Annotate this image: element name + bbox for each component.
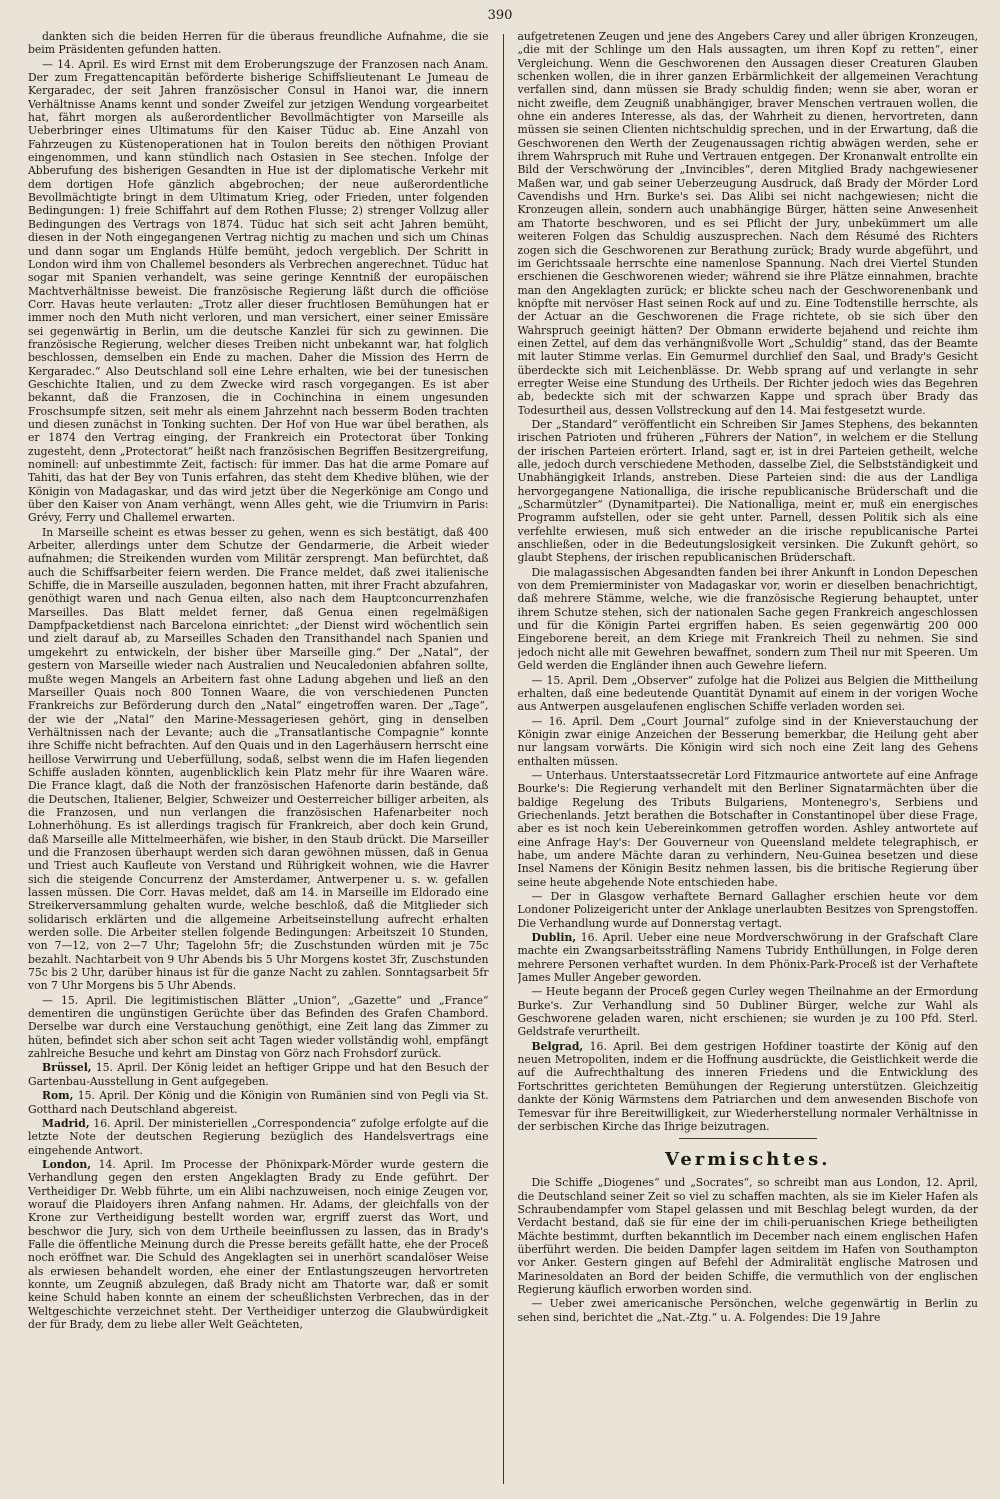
article-paragraph [518,1176,979,1296]
article-paragraph [28,994,489,1061]
article-text: — Der in Glasgow verhaftete Bernard Gallagher erschien heute vor dem Londoner Polizeigericht unter der Anklage unerlaubten Besitzes von Sprengstoffen. Die Verhandlung wurde auf Donnerstag vertagt. [517,890,978,930]
article-paragraph [518,1040,979,1133]
page-number: 390 [487,8,513,23]
vermischtes-heading: Vermischtes. [665,1149,831,1171]
article-paragraph [28,30,489,57]
article-paragraph [518,30,979,417]
article-paragraph [28,1089,489,1116]
article-paragraph [518,674,979,714]
article-text: 14. April. Im Processe der Phönixpark-Mörder wurde gestern die Verhandlung gegen den ersten Angeklagten Brady zu Ende geführt. Der Vertheidiger Dr. Webb führte, um ein Alibi nachzuweisen, noch einige Zeugen vor, worauf die Plaidoyers ihren Anfang nahmen. Hr. Adams, der gleichfalls von der Krone zur Vertheidigung bestellt worden war, ergriff zuerst das Wort, und beschwor die Jury, sich von dem Urtheile beeinflussen zu lassen, das in Brady's Falle die öffentliche Meinung durch die Presse bereits gefällt hatte, ehe der Proceß noch eröffnet war. Die Schuld des Angeklagten sei in unerhört scandalöser Weise als erwiesen behandelt worden, ehe einer der Entlastungszeugen hervortreten konnte, um Zeugniß abzulegen, daß Brady nicht am Thatorte war, daß er somit keine Schuld haben konnte an einem der scheußlichsten Verbrechen, das in der Weltgeschichte verzeichnet steht. Der Vertheidiger unterzog die Glaubwürdigkeit der für Brady, dem zu liebe aller Welt Geächteten, [28,1157,489,1331]
article-text: dankten sich die beiden Herren für die überaus freundliche Aufnahme, die sie beim Präsidenten gefunden hatten. [28,30,489,57]
right-articles [518,30,979,1133]
article-text: Der „Standard“ veröffentlicht ein Schreiben Sir James Stephens, des bekannten irischen Patrioten und früheren „Führers der Nation“, in welchem er die Stellung der irischen Parteien erörtert. Irland, sagt er, ist in drei Parteien getheilt, welche alle, jedoch durch verschiedene Methoden, dasselbe Ziel, die Selbstständigkeit und Unabhängigkeit Irlands, anstreben. Diese Parteien sind: die aus der Landliga hervorgegangene Nationalliga, die irische republicanische Brüderschaft und die „Scharmützler“ (Dynamitpartei). Die Nationalliga, meint er, muß ein energisches Programm aufstellen, oder sie geht unter. Parnell, dessen Politik sich als eine verfehlte erwiesen, muß sich entweder an die irische republicanische Partei anschließen, oder in die Bedeutungslosigkeit versinken. Die Zukunft gehört, so glaubt Stephens, der irischen republicanischen Brüderschaft. [517,417,978,565]
column-rule [503,34,504,1484]
article-text: — 15. April. Dem „Observer“ zufolge hat die Polizei aus Belgien die Mittheilung erhalten, daß eine bedeutende Quantität Dynamit auf einem in der vorigen Woche aus Antwerpen ausgelaufenen englischen Schiffe verladen worden sei. [517,673,978,714]
dateline: Rom, [42,1089,74,1103]
article-text: 15. April. Der König leidet an heftiger Grippe und hat den Besuch der Gartenbau-Ausstellung in Gent aufgegeben. [28,1061,489,1088]
section-divider [679,1138,817,1139]
article-text: 16. April. Ueber eine neue Mordverschwörung in der Grafschaft Clare machte ein Zwangsarbeitssträfling Namens Tubridy Enthüllungen, in Folge deren mehrere Personen verhaftet wurden. In dem Phönix-Park-Proceß ist der Verhaftete James Muller Angeber geworden. [517,931,978,985]
article-paragraph [28,526,489,993]
article-paragraph [518,931,979,984]
columns [28,30,978,1490]
article-text: — 16. April. Dem „Court Journal“ zufolge sind in der Knieverstauchung der Königin zwar einige Anzeichen der Besserung bemerkbar, die Heilung geht aber nur langsam vorwärts. Die Königin wird sich noch eine Zeit lang des Gehens enthalten müssen. [517,714,978,768]
article-text: Die malagassischen Abgesandten fanden bei ihrer Ankunft in London Depeschen von dem Premierminister von Madagaskar vor, worin er dieselben benachrichtigt, daß mehrere Stämme, welche, wie die französische Regierung behauptet, unter ihrem Schutze stehen, sich der nationalen Sache gegen Frankreich angeschlossen und für die Königin Partei ergriffen haben. Es seien gegenwärtig 200 000 Eingeborene bereit, an dem Kriege mit Frankreich Theil zu nehmen. Sie sind jedoch nicht alle mit Gewehren bewaffnet, sondern zum Theil nur mit Speeren. Um Geld werden die Engländer ihnen auch Gewehre liefern. [517,565,978,673]
article-paragraph [28,58,489,525]
article-paragraph [28,1061,489,1088]
article-paragraph [518,985,979,1038]
article-paragraph [518,715,979,768]
article-text: — Ueber zwei americanische Persönchen, welche gegenwärtig in Berlin zu sehen sind, berichtet die „Nat.-Ztg.“ u. A. Folgendes: Die 19 Jahre [517,1297,978,1324]
article-text: 16. April. Bei dem gestrigen Hofdiner toastirte der König auf den neuen Metropoliten, indem er die Hoffnung ausdrückte, die Geistlichkeit werde die auf die Aufrechthaltung des inneren Friedens und die Entwicklung des Fortschrittes gerichteten Bemühungen der Regierung unterstützen. Gleichzeitig dankte der König Wärmstens dem Patriarchen und dem anwesenden Bischofe von Temesvar für ihre Bereitwilligkeit, zur Wiederherstellung normaler Verhältnisse in der serbischen Kirche das Ihrige beizutragen. [517,1039,978,1133]
article-paragraph [518,1297,979,1324]
article-text: — 15. April. Die legitimistischen Blätter „Union“, „Gazette“ und „France“ dementiren die ungünstigen Gerüchte über das Befinden des Grafen Chambord. Derselbe war durch eine Verstauchung genöthigt, eine Zeit lang das Zimmer zu hüten, befindet sich aber schon seit acht Tagen wieder vollständig wohl, empfängt zahlreiche Besuche und kehrt am Dinstag von Görz nach Frohsdorf zurück. [28,993,489,1061]
article-text: — Heute begann der Proceß gegen Curley wegen Theilnahme an der Ermordung Burke's. Zur Verhandlung sind 50 Dubliner Bürger, welche zur Wahl als Geschworene geladen waren, nicht erschienen; sie wurden je zu 100 Pfd. Sterl. Geldstrafe verurtheilt. [517,985,978,1039]
article-paragraph [518,566,979,673]
article-text: Die Schiffe „Diogenes“ und „Socrates“, so schreibt man aus London, 12. April, die Deutschland seiner Zeit so viel zu schaffen machten, als sie im Kieler Hafen als Schraubendampfer vom Stapel gelassen und mit Beschlag belegt wurden, da der Verdacht bestand, daß sie für eine der im chili-peruanischen Kriege betheiligten Mächte bestimmt, durften bekanntlich im December nach einem englischen Hafen überführt werden. Die beiden Dampfer lagen seitdem im Hafen von Southampton vor Anker. Gestern gingen auf Befehl der Admiralität englische Matrosen und Marinesoldaten an Bord der beiden Schiffe, die vermuthlich von der englischen Regierung käuflich erworben worden sind. [517,1176,978,1296]
article-paragraph [28,1117,489,1157]
article-text: — Unterhaus. Unterstaatssecretär Lord Fitzmaurice antwortete auf eine Anfrage Bourke's: Die Regierung verhandelt mit den Berliner Signatarmächten über die baldige Regelung des Tributs Bulgariens, Montenegro's, Serbiens und Griechenlands. Jetzt berathen die Botschafter in Constantinopel über diese Frage, aber es ist noch kein Uebereinkommen getroffen worden. Ashley antwortete auf eine Anfrage Hay's: Der Gouverneur von Queensland meldete telegraphisch, er habe, um andere Mächte daran zu verhindern, Neu-Guinea besetzen und diese Insel Namens der Königin Besitz nehmen lassen, bis die britische Regierung über seine heute abgehende Note entschieden habe. [517,768,978,889]
article-text: aufgetretenen Zeugen und jene des Angebers Carey und aller übrigen Kronzeugen, „die mit der Schlinge um den Hals aussagten, um ihren Kopf zu retten“, einer Vergleichung. Wenn die Geschworenen den Aussagen dieser Creaturen Glauben schenken wollen, die in ihrer ganzen Erbärmlichkeit der allgemeinen Verachtung verfallen sind, dann müssen sie Brady schuldig finden; wenn sie aber, woran er nicht zweifle, dem Zeugniß unabhängiger, braver Menschen vertrauen wollen, die ohne ein anderes Interesse, als das, der Wahrheit zu dienen, hervortreten, dann müssen sie seinen Clienten nichtschuldig sprechen, und in der Erwartung, daß die Geschworenen den Werth der Zeugenaussagen richtig abwägen werden, sehe er ihrem Wahrspruch mit Ruhe und Vertrauen entgegen. Der Kronanwalt entrollte ein Bild der Verschwörung der „Invincibles“, deren Mitglied Brady nachgewiesener Maßen war, und gab seiner Ueberzeugung Ausdruck, daß Brady der Mörder Lord Cavendishs und Hrn. Burke's sei. Das Alibi sei nicht nachgewiesen; nicht die Kronzeugen allein, sondern auch unabhängige Bürger, hätten seine Anwesenheit am Thatorte beschworen, und es sei Pflicht der Jury, unbekümmert um alle weiteren Folgen das Schuldig auszusprechen. Nach dem Résumé des Richters zogen sich die Geschworenen zur Berathung zurück; Brady wurde abgeführt, und im Gerichtssaale herrschte eine namenlose Spannung. Nach drei Viertel Stunden erschienen die Geschworenen wieder; während sie ihre Plätze einnahmen, brachte man den Angeklagten zurück; er blickte scheu nach der Geschworenenbank und knöpfte mit nervöser Hast seinen Rock auf und zu. Eine Todtenstille herrschte, als der Actuar an die Geschworenen die Frage richtete, ob sie sich über den Wahrspruch geeinigt hätten? Der Obmann erwiderte bejahend und reichte ihm einen Zettel, auf dem das verhängnißvolle Wort „Schuldig“ stand, das der Beamte mit lauter Stimme verlas. Ein Gemurmel durchlief den Saal, und Brady's Gesicht überdeckte sich mit Leichenblässe. Dr. Webb sprang auf und verlangte in sehr erregter Weise eine Stundung des Urtheils. Der Richter jedoch wies das Begehren ab, bedeckte sich mit der schwarzen Kappe und sprach über Brady das Todesurtheil aus, dessen Vollstreckung auf den 14. Mai festgesetzt wurde. [517,30,978,417]
article-text: — 14. April. Es wird Ernst mit dem Eroberungszuge der Franzosen nach Anam. Der zum Fregattencapitän beförderte bisherige Schiffslieutenant Le Jumeau de Kergaradec, der seit Jahren französischer Consul in Hanoi war, die innern Verhältnisse Anams kennt und sonder Zweifel zur jetzigen Wendung vorgearbeitet hat, fährt morgen als außerordentlicher Bevollmächtigter von Marseille als Ueberbringer eines Ultimatums für den Kaiser Tüduc ab. Eine Anzahl von Fahrzeugen zu Küstenoperationen hat in Toulon bereits den nöthigen Proviant eingenommen, und kann stündlich nach Ostasien in See stechen. Infolge der Abberufung des bisherigen Gesandten in Hue ist der diplomatische Verkehr mit dem dortigen Hofe gänzlich abgebrochen; der neue außerordentliche Bevollmächtigte bringt in dem Ultimatum Krieg, oder Frieden, unter folgenden Bedingungen: 1) freie Schiffahrt auf dem Rothen Flusse; 2) strenger Vollzug aller Bedingungen des Vertrags von 1874. Tüduc hat sich seit acht Jahren bemüht, diesen in der Noth eingegangenen Vertrag nichtig zu machen und sich um Chinas und dann sogar um Englands Hülfe bemüht, jedoch vergeblich. Der Schritt in London wird ihm von Challemel besonders als Verbrechen angerechnet. Tüduc hat sogar mit Spanien verhandelt, was seine geringe Kenntniß der europäischen Machtverhältnisse beweist. Die französische Regierung läßt durch die officiöse Corr. Havas heute verlauten: „Trotz aller dieser fruchtlosen Bemühungen hat er immer noch den Muth nicht verloren, und man versichert, einer seiner Emissäre sei gegenwärtig in Berlin, um die deutsche Kanzlei für sich zu gewinnen. Die französische Regierung, welcher dieses Treiben nicht unbekannt war, hat folglich beschlossen, demselben ein Ende zu machen. Daher die Mission des Herrn de Kergaradec.“ Also Deutschland soll eine Lehre erhalten, wie bei der tunesischen Geschichte Italien, und zu dem Zwecke wird rasch vorgegangen. Es ist aber bekannt, daß die Franzosen, die in Cochinchina in einem ungesunden Froschsumpfe sitzen, seit mehr als einem Jahrzehnt nach besserm Boden trachten und diesen zunächst in Tonking suchten. Der Hof von Hue war übel berathen, als er 1874 den Vertrag einging, der Frankreich ein Protectorat über Tonking zugesteht, denn „Protectorat“ heißt nach französischen Begriffen Besitzergreifung, nominell: auf unbestimmte Zeit, factisch: für immer. Das hat die arme Pomare auf Tahiti, das hat der Bey von Tunis erfahren, das steht dem Khedive blühen, wie der Königin von Madagaskar, und das wird jetzt über die Negerkönige am Congo und über den Kaiser von Anam verhängt, wenn Alles geht, wie die Triumvirn in Paris: Grévy, Ferry und Challemel erwarten. [28,57,489,525]
left-column [28,30,489,1490]
right-column [518,30,979,1490]
article-text: In Marseille scheint es etwas besser zu gehen, wenn es sich bestätigt, daß 400 Arbeiter, allerdings unter dem Schutze der Gendarmerie, die Arbeit wieder aufnahmen; die Streikenden wurden vom Militär zersprengt. Man befürchtet, daß auch die Schiffsarbeiter feiern werden. Die France meldet, daß zwei italienische Schiffe, die in Marseille auszuladen, begonnen hatten, mit ihrer Fracht abzufahren, genöthigt waren und nach Genua eilten, also nach dem Hauptconcurrenzhafen Marseilles. Das Blatt meldet ferner, daß Genua einen regelmäßigen Dampfpacketdienst nach Barcelona einrichtet: „der Dienst wird wöchentlich sein und zielt darauf ab, zu Marseilles Schaden den Transithandel nach Spanien und umgekehrt zu entwickeln, der bisher über Marseille ging.“ Der „Natal“, der gestern von Marseille wieder nach Australien und Neucaledonien abfahren sollte, mußte wegen Mangels an Arbeitern fast ohne Ladung abgehen und ließ an den Marseiller Quais noch 800 Tonnen Waare, die von verschiedenen Puncten Frankreichs zur Beförderung durch den „Natal“ eingetroffen waren. Der „Tage“, der wie der „Natal“ den Marine-Messageriesen gehört, ging in denselben Verhältnissen nach der Levante; auch die „Transatlantische Compagnie“ konnte ihre Schiffe nicht befrachten. Auf den Quais und in den Lagerhäusern herrscht eine heillose Verwirrung und Ueberfüllung, sodaß, selbst wenn die im Hafen liegenden Schiffe ausladen könnten, augenblicklich kein Platz mehr für ihre Waaren wäre. Die France klagt, daß die Noth der französischen Hafenorte darin bestände, daß die Deutschen, Italiener, Belgier, Schweizer und Oesterreicher billiger arbeiten, als die Franzosen, und nun verlangen die französischen Hafenarbeiter noch Lohnerhöhung. Es ist allerdings tragisch für Frankreich, aber doch kein Grund, daß Marseille alle Mittelmeerhäfen, wie bisher, in den Staub drückt. Die Marseiller und die Franzosen überhaupt werden sich daran gewöhnen müssen, daß in Genua und Triest auch Kaufleute von Verstand und Rührigkeit wohnen, wie die Havrer sich die steigende Concurrenz der Amsterdamer, Antwerpener u. s. w. gefallen lassen müssen. Die Corr. Havas meldet, daß am 14. in Marseille im Eldorado eine Streikerversammlung gehalten wurde, welche beschloß, daß die Mitglieder sich solidarisch erklärten und die allgemeine Arbeitseinstellung aufrecht erhalten werden solle. Die Arbeiter stellen folgende Bedingungen: Arbeitszeit 10 Stunden, von 7—12, von 2—7 Uhr; Tagelohn 5fr; die Zuschstunden würden mit je 75c bezahlt. Nachtarbeit von 9 Uhr Abends bis 5 Uhr Morgens kostet 3fr, Zuschstunden 75c bis 2 Uhr, darüber hinaus ist für die ganze Nacht zu zahlen. Sonntagsarbeit 5fr von 7 Uhr Morgens bis 5 Uhr Abends. [28,525,489,993]
dateline: London, [42,1157,92,1171]
dateline: Dublin, [531,931,577,945]
article-text: 15. April. Der König und die Königin von Rumänien sind von Pegli via St. Gotthard nach Deutschland abgereist. [28,1089,489,1116]
article-paragraph [518,769,979,889]
article-paragraph [28,1158,489,1331]
article-text: 16. April. Der ministeriellen „Correspondencia“ zufolge erfolgte auf die letzte Note der deutschen Regierung bezüglich des Handelsvertrags eine eingehende Antwort. [28,1116,489,1157]
article-paragraph [518,418,979,565]
dateline: Madrid, [42,1116,90,1130]
dateline: Brüssel, [42,1061,92,1075]
article-paragraph [518,890,979,930]
dateline: Belgrad, [531,1039,584,1053]
vermischtes-section [518,1176,979,1324]
